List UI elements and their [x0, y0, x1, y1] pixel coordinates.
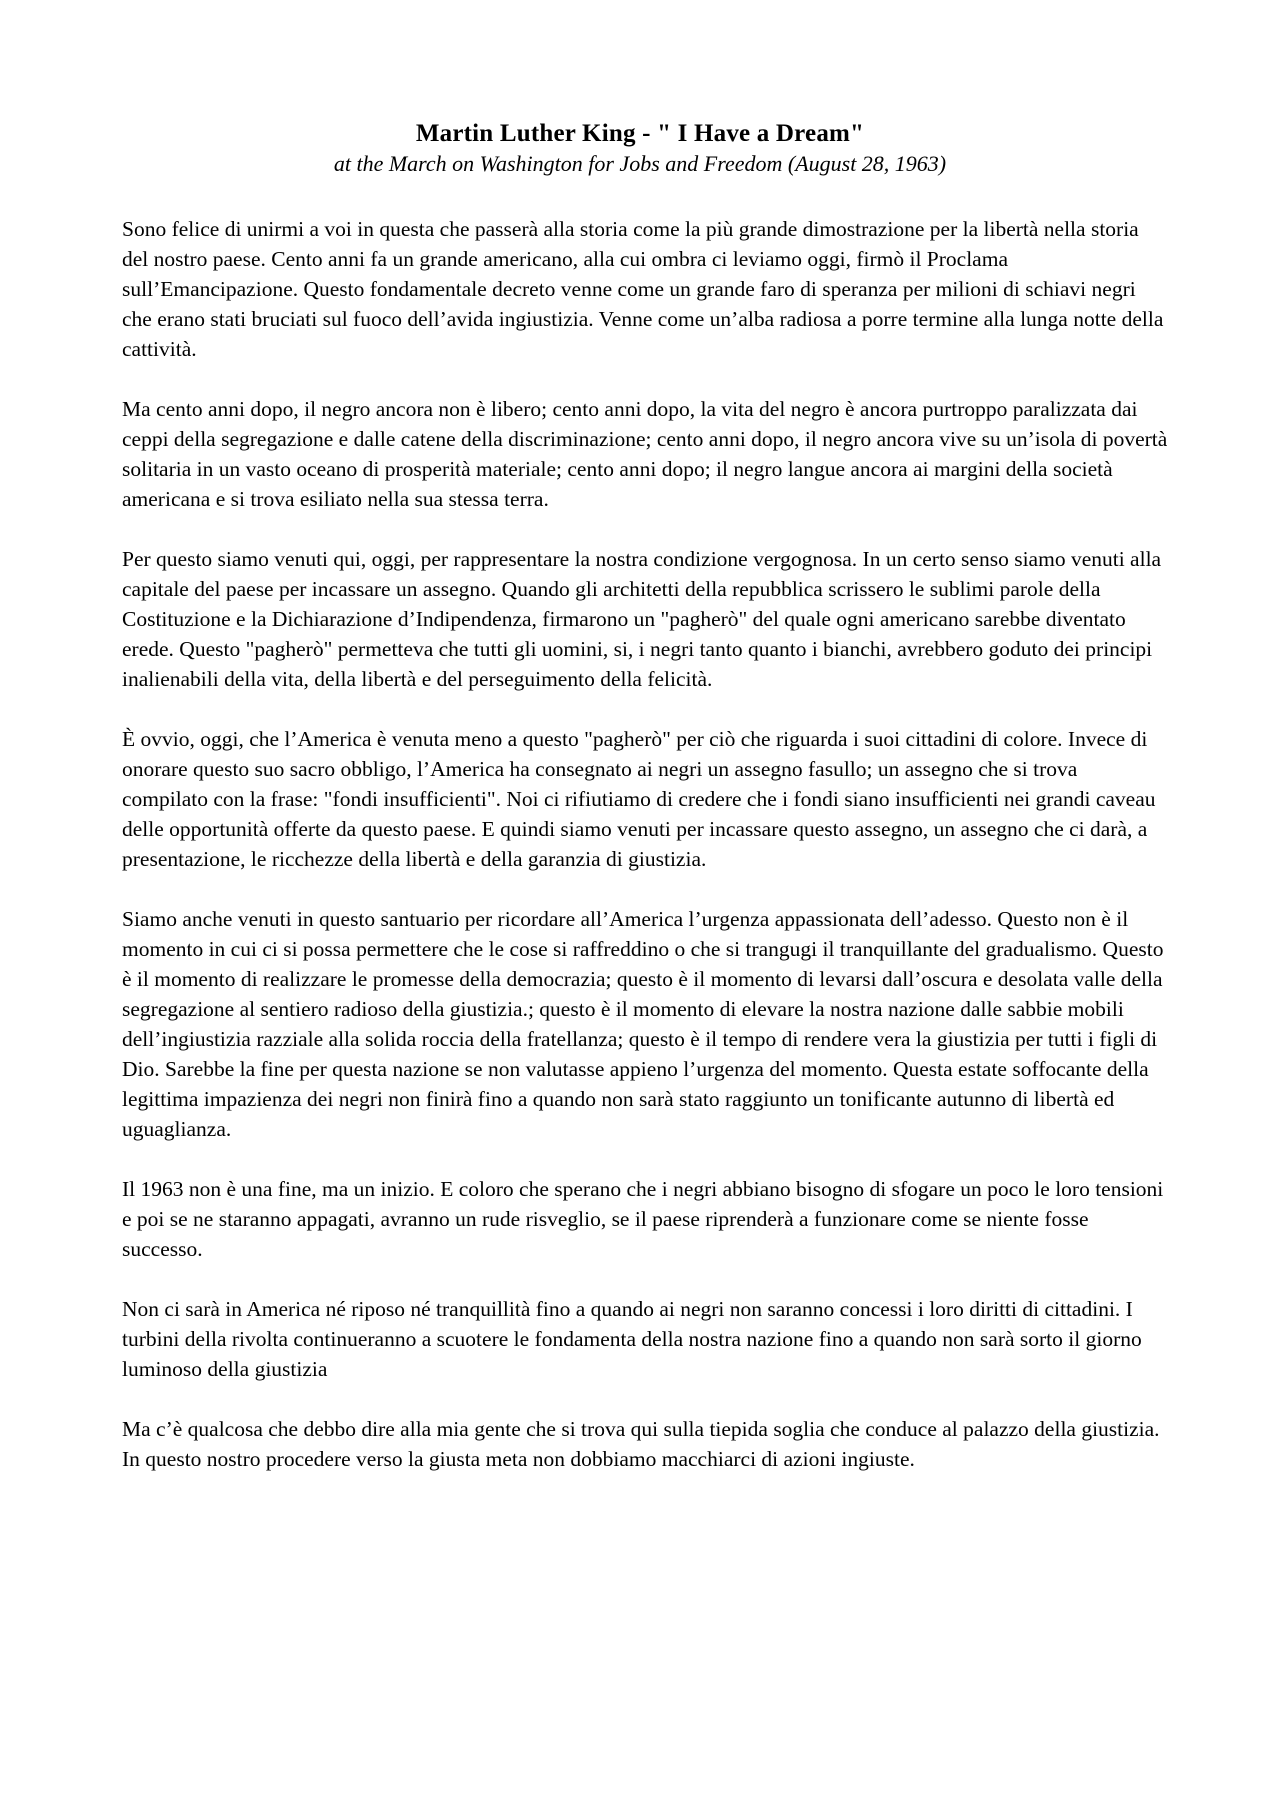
- paragraph: Non ci sarà in America né riposo né tranquillità fino a quando ai negri non saranno concessi i loro diritti di cittadini. I turbini della rivolta continueranno a scuotere le fondamenta della nostra nazione fino a quando non sarà sorto il giorno luminoso della giustizia: [122, 1297, 1142, 1381]
- document-body: [122, 214, 1168, 1504]
- paragraph: Per questo siamo venuti qui, oggi, per rappresentare la nostra condizione vergognosa. In un certo senso siamo venuti alla capitale del paese per incassare un assegno. Quando gli architetti della repubblica scrissero le sublimi parole della Costituzione e la Dichiarazione d’Indipendenza, firmarono un "pagherò" del quale ogni americano sarebbe diventato erede. Questo "pagherò" permetteva che tutti gli uomini, si, i negri tanto quanto i bianchi, avrebbero goduto dei principi inalienabili della vita, della libertà e del perseguimento della felicità.: [122, 547, 1162, 691]
- paragraph: Il 1963 non è una fine, ma un inizio. E coloro che sperano che i negri abbiano bisogno di sfogare un poco le loro tensioni e poi se ne staranno appagati, avranno un rude risveglio, se il paese riprenderà a funzionare come se niente fosse successo.: [122, 1177, 1164, 1261]
- document-subtitle: at the March on Washington for Jobs and Freedom (August 28, 1963): [333, 151, 947, 176]
- paragraph: È ovvio, oggi, che l’America è venuta meno a questo "pagherò" per ciò che riguarda i suoi cittadini di colore. Invece di onorare questo suo sacro obbligo, l’America ha consegnato ai negri un assegno fasullo; un assegno che si trova compilato con la frase: "fondi insufficienti". Noi ci rifiutiamo di credere che i fondi siano insufficienti nei grandi caveau delle opportunità offerte da questo paese. E quindi siamo venuti per incassare questo assegno, un assegno che ci darà, a presentazione, le ricchezze della libertà e della garanzia di giustizia.: [122, 727, 1156, 871]
- paragraph: Sono felice di unirmi a voi in questa che passerà alla storia come la più grande dimostrazione per la libertà nella storia del nostro paese. Cento anni fa un grande americano, alla cui ombra ci leviamo oggi, firmò il Proclama sull’Emancipazione. Questo fondamentale decreto venne come un grande faro di speranza per milioni di schiavi negri che erano stati bruciati sul fuoco dell’avida ingiustizia. Venne come un’alba radiosa a porre termine alla lunga notte della cattività.: [122, 217, 1164, 361]
- paragraph: Ma c’è qualcosa che debbo dire alla mia gente che si trova qui sulla tiepida soglia che conduce al palazzo della giustizia. In questo nostro procedere verso la giusta meta non dobbiamo macchiarci di azioni ingiuste.: [122, 1417, 1160, 1471]
- document-title: Martin Luther King - " I Have a Dream": [415, 120, 865, 147]
- paragraph: Ma cento anni dopo, il negro ancora non è libero; cento anni dopo, la vita del negro è ancora purtroppo paralizzata dai ceppi della segregazione e dalle catene della discriminazione; cento anni dopo, il negro ancora vive su un’isola di povertà solitaria in un vasto oceano di prosperità materiale; cento anni dopo; il negro langue ancora ai margini della società americana e si trova esiliato nella sua stessa terra.: [122, 397, 1168, 511]
- paragraph: Siamo anche venuti in questo santuario per ricordare all’America l’urgenza appassionata dell’adesso. Questo non è il momento in cui ci si possa permettere che le cose si raffreddino o che si trangugi il tranquillante del gradualismo. Questo è il momento di realizzare le promesse della democrazia; questo è il momento di levarsi dall’oscura e desolata valle della segregazione al sentiero radioso della giustizia.; questo è il momento di elevare la nostra nazione dalle sabbie mobili dell’ingiustizia razziale alla solida roccia della fratellanza; questo è il tempo di rendere vera la giustizia per tutti i figli di Dio. Sarebbe la fine per questa nazione se non valutasse appieno l’urgenza del momento. Questa estate soffocante della legittima impazienza dei negri non finirà fino a quando non sarà stato raggiunto un tonificante autunno di libertà ed uguaglianza.: [122, 907, 1164, 1141]
- document-header: [0, 118, 1280, 178]
